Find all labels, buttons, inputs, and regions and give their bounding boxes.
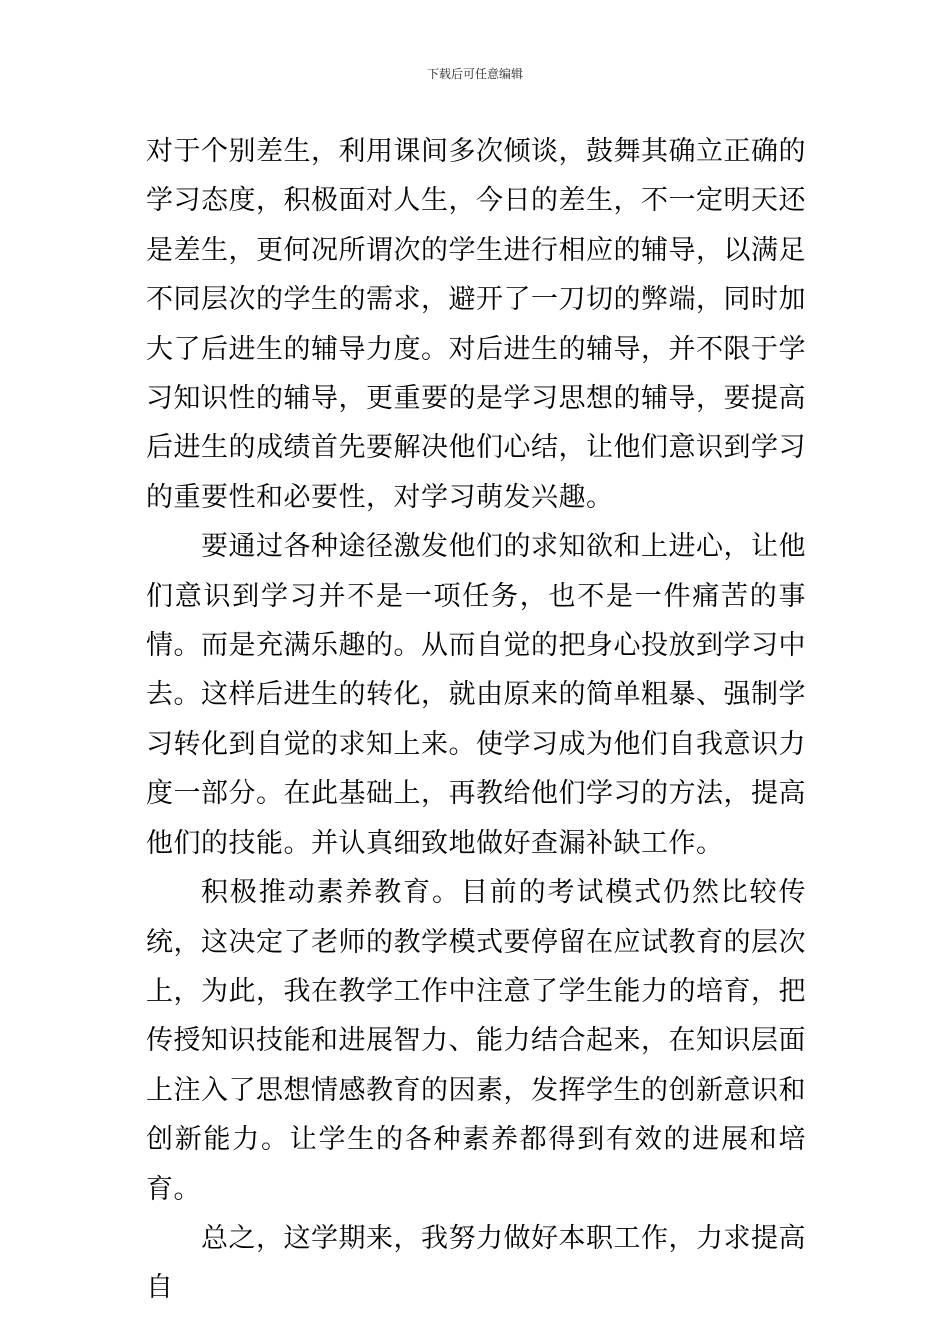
paragraph-2: 要通过各种途径激发他们的求知欲和上进心，让他们意识到学习并不是一项任务，也不是一件痛苦的事情。而是充满乐趣的。从而自觉的把身心投放到学习中去。这样后进生的转化，就由原来的简单粗暴、强制学习转化到自觉的求知上来。使学习成为他们自我意识力度一部分。在此基础上，再教给他们学习的方法，提高他们的技能。并认真细致地做好查漏补缺工作。	[146, 531, 806, 859]
paragraph-1: 对于个别差生，利用课间多次倾谈，鼓舞其确立正确的学习态度，积极面对人生，今日的差生，不一定明天还是差生，更何况所谓次的学生进行相应的辅导，以满足不同层次的学生的需求，避开了一刀切的弊端，同时加大了后进生的辅导力度。对后进生的辅导，并不限于学习知识性的辅导，更重要的是学习思想的辅导，要提高后进生的成绩首先要解决他们心结，让他们意识到学习的重要性和必要性，对学习萌发兴趣。	[146, 136, 806, 513]
document-body	[146, 127, 806, 1313]
page-header: 下载后可任意编辑	[426, 67, 523, 81]
paragraph-4: 总之，这学期来，我努力做好本职工作，力求提高自	[146, 1222, 806, 1304]
paragraph-3: 积极推动素养教育。目前的考试模式仍然比较传统，这决定了老师的教学模式要停留在应试教育的层次上，为此，我在教学工作中注意了学生能力的培育，把传授知识技能和进展智力、能力结合起来，在知识层面上注入了思想情感教育的因素，发挥学生的创新意识和创新能力。让学生的各种素养都得到有效的进展和培育。	[146, 877, 806, 1205]
